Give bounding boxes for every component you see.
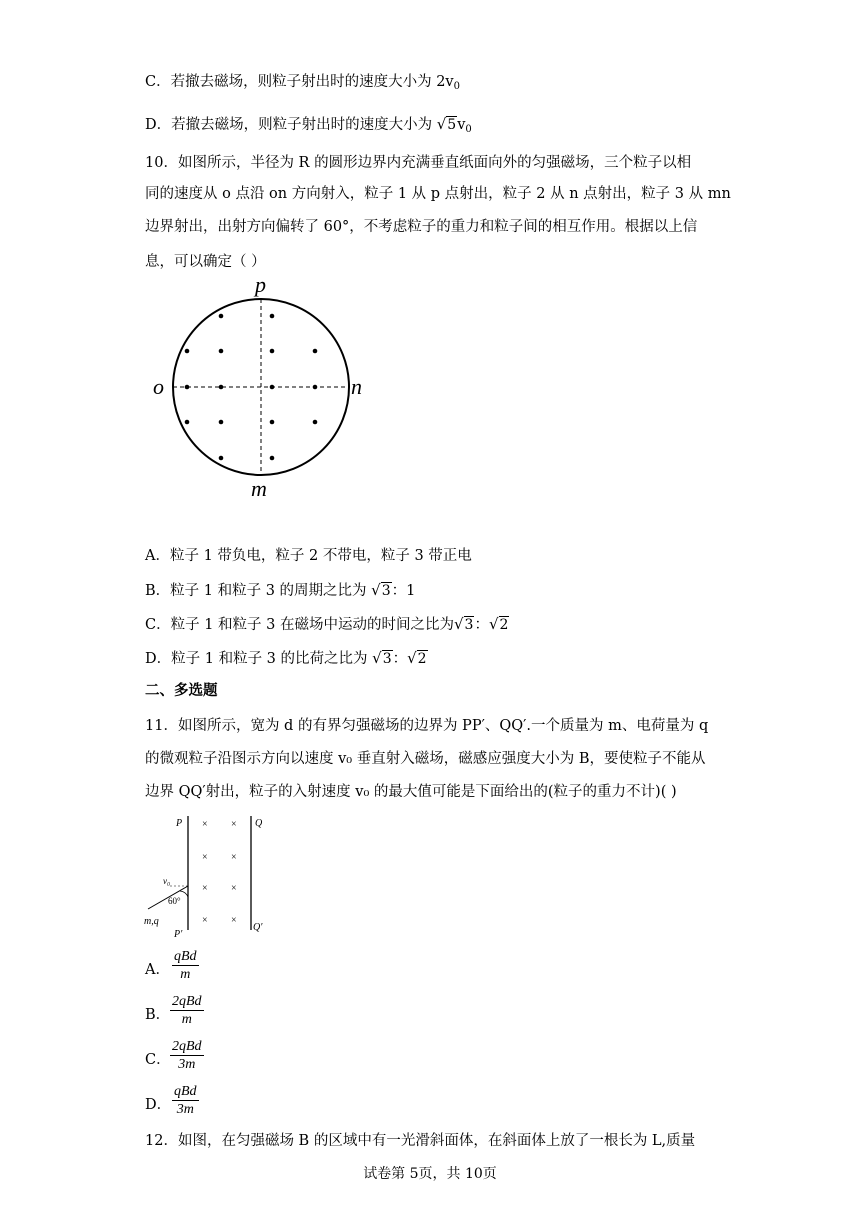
label-n: n	[351, 374, 362, 399]
page-footer: 试卷第 5页，共 10页	[363, 1166, 497, 1182]
label-P: P	[176, 818, 183, 829]
svg-text:×: ×	[202, 883, 208, 894]
q11-option-c-label: C．	[145, 1052, 171, 1068]
q11-option-d-fraction: qBd 3m	[174, 1084, 197, 1117]
q11-option-c-fraction: 2qBd 3m	[172, 1039, 202, 1072]
label-Q-prime: Q′	[253, 922, 263, 933]
sqrt-symbol: √3	[371, 581, 391, 599]
svg-text:×: ×	[202, 852, 208, 863]
sqrt-symbol: √5	[436, 115, 457, 133]
q11-option-b-fraction: 2qBd m	[172, 994, 202, 1027]
label-m: m	[251, 476, 267, 501]
q11-option-d-label: D．	[145, 1097, 172, 1113]
sqrt-symbol: √3	[372, 649, 392, 667]
q10-circle-field-figure	[145, 272, 375, 502]
section-heading: 二、多选题	[145, 682, 218, 699]
q11-option-a-fraction: qBd m	[174, 949, 197, 982]
label-o: o	[153, 374, 164, 399]
q10-option-a: A．粒子 1 带负电，粒子 2 不带电，粒子 3 带正电	[145, 548, 472, 564]
svg-text:×: ×	[231, 852, 237, 863]
sqrt-symbol: √2	[488, 615, 509, 633]
q10-option-c: C．粒子 1 和粒子 3 在磁场中运动的时间之比为√3：√2	[145, 615, 509, 633]
svg-text:×: ×	[231, 883, 237, 894]
q11-option-a-label: A．	[145, 962, 170, 978]
label-v0: v₀	[163, 876, 171, 886]
q11-option-b-label: B．	[145, 1007, 171, 1023]
svg-text:×: ×	[231, 819, 237, 830]
q10-stem-line2: 同的速度从 o 点沿 on 方向射入，粒子 1 从 p 点射出，粒子 2 从 n 点射出，粒子 3 从 mn	[145, 186, 731, 202]
field-crosses	[202, 819, 237, 926]
svg-text:×: ×	[231, 915, 237, 926]
sqrt-symbol: √3	[453, 615, 474, 633]
label-mq: m,q	[144, 916, 159, 927]
angle-arc	[180, 891, 188, 897]
q9-option-c: C．若撤去磁场，则粒子射出时的速度大小为 $2v_0$	[145, 74, 460, 92]
q11-stem-line2: 的微观粒子沿图示方向以速度 v₀ 垂直射入磁场，磁感应强度大小为 B，要使粒子不能从	[145, 751, 706, 767]
q11-strip-field-figure	[142, 812, 277, 940]
label-Q: Q	[255, 818, 263, 829]
label-p: p	[255, 272, 266, 297]
q9-option-d: D．若撤去磁场，则粒子射出时的速度大小为 $√5v_0$	[145, 115, 472, 135]
svg-text:×: ×	[202, 915, 208, 926]
svg-text:×: ×	[202, 819, 208, 830]
q10-stem-line1: 10．如图所示，半径为 R 的圆形边界内充满垂直纸面向外的匀强磁场，三个粒子以相	[145, 155, 692, 171]
q10-stem-line4: 息，可以确定（ ）	[145, 254, 266, 270]
q11-stem-line1: 11．如图所示，宽为 d 的有界匀强磁场的边界为 PP′、QQ′.一个质量为 m、电荷量为 q	[145, 718, 709, 734]
q10-option-b: B．粒子 1 和粒子 3 的周期之比为 √3：1	[145, 581, 416, 599]
q10-stem-line3: 边界射出，出射方向偏转了 60°，不考虑粒子的重力和粒子间的相互作用。根据以上信	[145, 219, 698, 235]
label-P-prime: P′	[174, 929, 183, 940]
sqrt-symbol: √2	[407, 649, 427, 667]
q11-stem-line3: 边界 QQ′射出，粒子的入射速度 v₀ 的最大值可能是下面给出的(粒子的重力不计)( )	[145, 784, 677, 800]
q12-stem-line1: 12．如图，在匀强磁场 B 的区域中有一光滑斜面体，在斜面体上放了一根长为 L,质量	[145, 1133, 696, 1149]
q10-option-d: D．粒子 1 和粒子 3 的比荷之比为 √3：√2	[145, 649, 427, 667]
label-angle: 60°	[168, 896, 181, 906]
